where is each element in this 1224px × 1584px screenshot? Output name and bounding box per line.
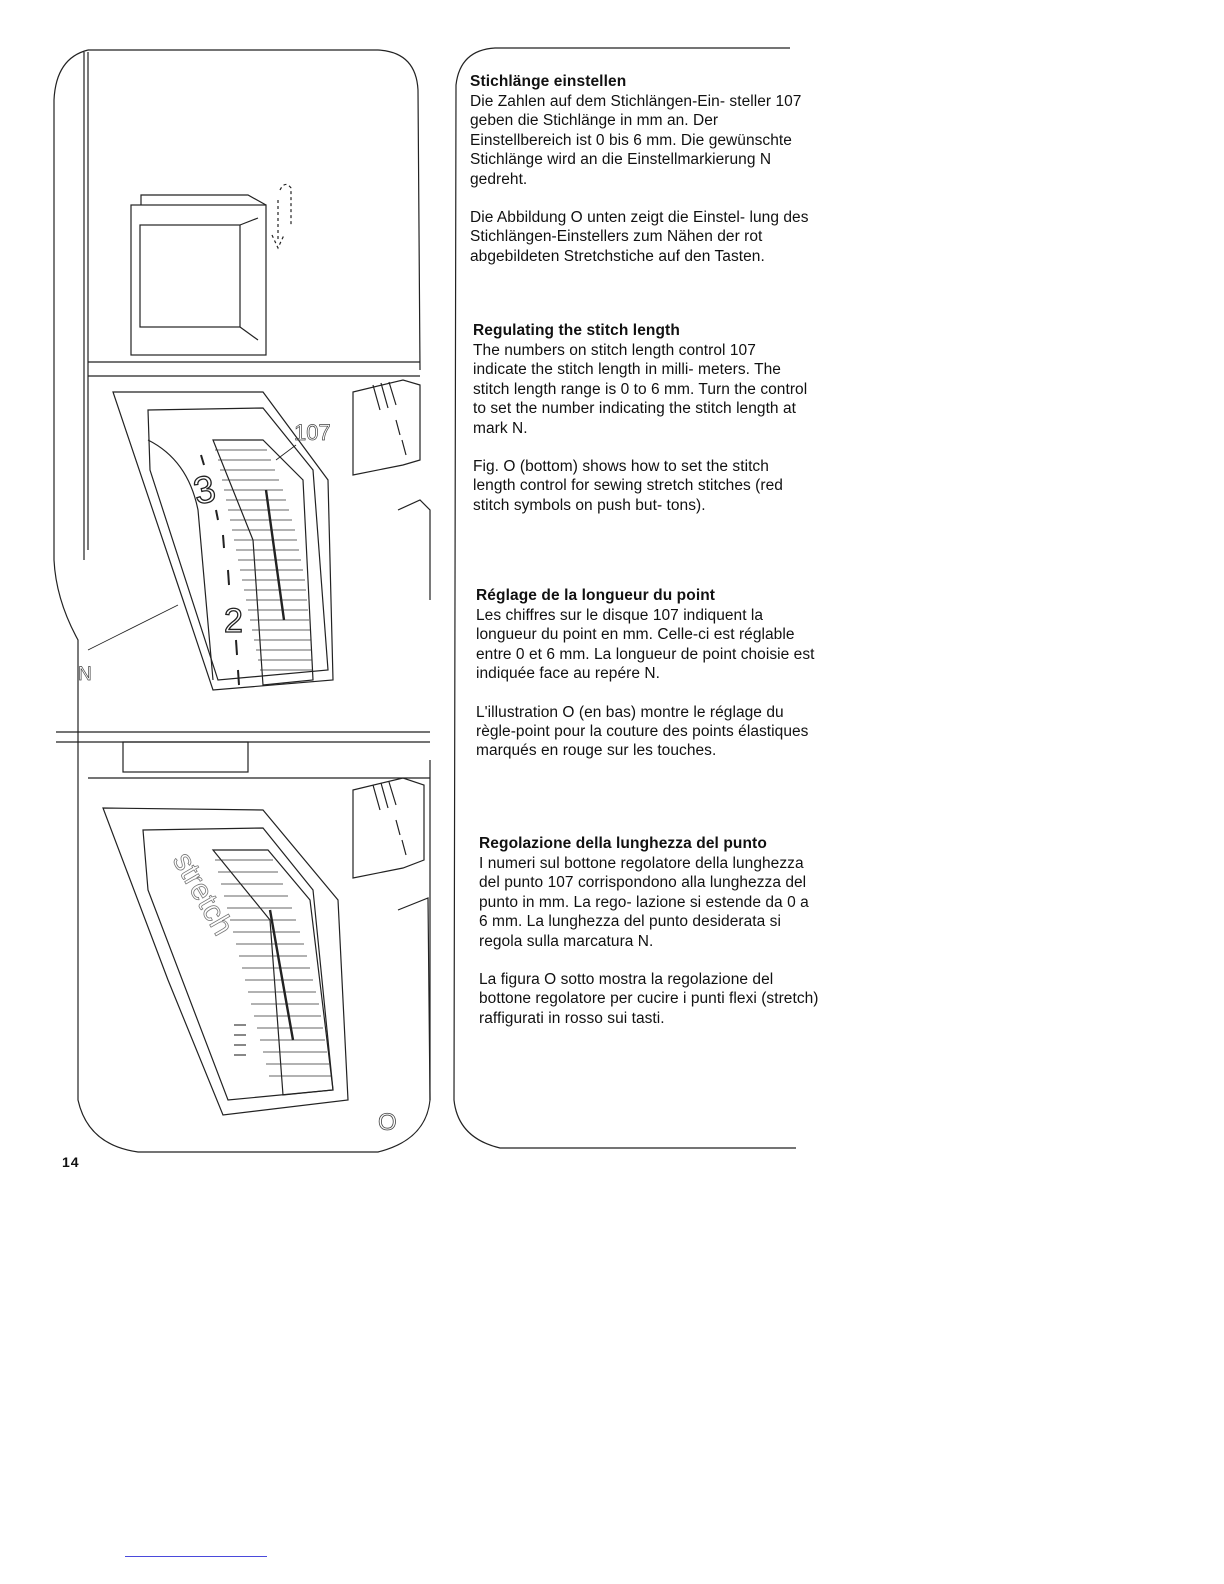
section-heading-german: Stichlänge einstellen bbox=[470, 73, 627, 90]
figure-label-o: O bbox=[378, 1109, 397, 1136]
section-heading-italian: Regolazione della lunghezza del punto bbox=[479, 835, 767, 852]
section-paragraph-german-1: Die Zahlen auf dem Stichlängen-Ein- steller 107 geben die Stichlänge in mm an. Der Einstellbereich ist 0 bis 6 mm. Die gewünschte Stichlänge wird an die Einstellmarkierung N gedreht. bbox=[470, 93, 802, 188]
lower-dial-group bbox=[103, 778, 430, 1115]
section-paragraph-french-1: Les chiffres sur le disque 107 indiquent la longueur du point en mm. Celle-ci est réglable entre 0 et 6 mm. La longueur de point choisie est indiquée face au repére N. bbox=[476, 607, 815, 683]
section-paragraph-french-2: L'illustration O (en bas) montre le réglage du règle-point pour la couture des points élastiques marqués en rouge sur les touches. bbox=[476, 703, 809, 760]
mark-label-n: N bbox=[78, 664, 92, 685]
section-english bbox=[473, 321, 813, 515]
section-paragraph-italian-1: I numeri sul bottone regolatore della lunghezza del punto 107 corrispondono alla lunghezza del punto in mm. La rego- lazione si estende da 0 a 6 mm. La lunghezza del punto desiderata si regola sulla marcatura N. bbox=[479, 855, 809, 950]
section-paragraph-italian-2: La figura O sotto mostra la regolazione del bottone regolatore per cucire i punti flexi (stretch) raffigurati in rosso sui tasti. bbox=[479, 971, 819, 1027]
dial-number-3: 3 bbox=[189, 467, 220, 514]
section-paragraph-german-2: Die Abbildung O unten zeigt die Einstel- lung des Stichlängen-Einstellers zum Nähen der rot abgebildeten Stretchstiche auf den Tasten. bbox=[470, 209, 809, 265]
section-german bbox=[470, 72, 810, 266]
section-heading-french: Réglage de la longueur du point bbox=[476, 587, 716, 604]
section-french bbox=[476, 586, 816, 761]
section-paragraph-english-2: Fig. O (bottom) shows how to set the stitch length control for sewing stretch stitches (red stitch symbols on push but- tons). bbox=[473, 458, 783, 514]
stretch-label: stretch bbox=[165, 846, 240, 942]
text-panel bbox=[440, 40, 819, 1155]
section-paragraph-english-1: The numbers on stitch length control 107 indicate the stitch length in milli- meters. The stitch length range is 0 to 6 mm. Turn the control to set the number indicating the stitch length at mark N. bbox=[473, 342, 808, 437]
section-italian bbox=[479, 834, 819, 1028]
upper-dial-group bbox=[88, 380, 430, 690]
stitch-length-dial-illustration bbox=[48, 40, 438, 1165]
dial-number-2: 2 bbox=[224, 602, 243, 640]
page-number: 14 bbox=[62, 1154, 80, 1170]
bottom-rule bbox=[125, 1556, 267, 1557]
section-heading-english: Regulating the stitch length bbox=[473, 322, 680, 339]
dial-label-107: 107 bbox=[294, 420, 331, 445]
